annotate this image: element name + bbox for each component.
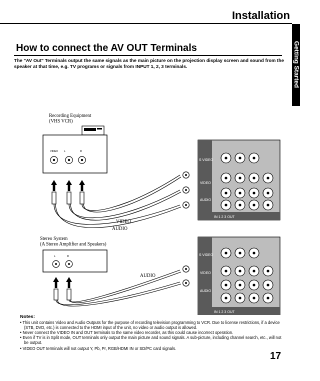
note-item: • Even if TV is in Split mode, OUT terminals only output the main picture and sound signals. A sub-picture, including channel search, etc., will not be output. xyxy=(20,335,282,346)
section-title: How to connect the AV OUT Terminals xyxy=(16,43,197,54)
header-rule xyxy=(0,23,292,24)
panel-label-video: VIDEO xyxy=(200,181,211,185)
section-rule xyxy=(14,55,282,56)
tv-plugs-bottom xyxy=(183,266,189,286)
svg-text:S VIDEO: S VIDEO xyxy=(199,253,214,257)
amplifier-input-arrows xyxy=(53,277,72,288)
recording-label-1: Recording Equipment xyxy=(49,114,92,119)
vcr-input-arrows xyxy=(51,180,85,191)
svg-text:VIDEO: VIDEO xyxy=(50,150,59,153)
svg-text:R: R xyxy=(80,150,82,153)
svg-text:AUDIO: AUDIO xyxy=(200,289,212,293)
notes-title: Notes: xyxy=(20,315,35,320)
svg-text:L: L xyxy=(54,255,56,258)
svg-text:IN 1 2 3 OUT: IN 1 2 3 OUT xyxy=(214,310,235,314)
stereo-label-1: Stereo System xyxy=(40,237,68,242)
intro-text: The "AV Out" Terminals output the same signals as the main picture on the projection display screen and sound from the speaker at that time, e.g. TV programs or signals from INPUT 1, 2, 3 terminals. xyxy=(14,58,284,69)
panel-label-inout: IN 1 2 3 OUT xyxy=(214,215,235,219)
note-item: • This unit contains Video and Audio Outputs for the purpose of recording television programming to VCR. Due to license restrictions, if a device (STB, DVD, etc.) is connected to the HDMI input of the unit, no video or audio output is allowed. xyxy=(20,320,280,331)
svg-text:L: L xyxy=(64,150,66,153)
panel-label-svideo: S VIDEO xyxy=(199,158,214,162)
note-item: • VIDEO OUT terminals will not output Y, Pb, Pr, RGB/HDMI IN or SD/PC card signals. xyxy=(20,345,177,351)
svg-text:VIDEO: VIDEO xyxy=(200,271,211,275)
connection-diagram xyxy=(0,70,300,315)
page-number: 17 xyxy=(270,351,282,362)
tv-terminal-panel-top xyxy=(198,140,280,220)
stereo-amplifier xyxy=(43,250,107,272)
tv-terminal-panel-bottom xyxy=(198,237,280,315)
video-label: VIDEO xyxy=(116,220,131,225)
note-item: • Never connect the VIDEO IN and OUT terminals to the same video recorder, as this could cause incorrect operation. xyxy=(20,330,234,336)
side-tab-label: Getting Started xyxy=(292,41,300,88)
recording-label-2: (VHS VCR) xyxy=(49,119,73,125)
audio-label: AUDIO xyxy=(112,227,128,232)
audio-label-2: AUDIO xyxy=(140,274,156,279)
panel-label-audio: AUDIO xyxy=(200,198,212,202)
vcr-device xyxy=(43,126,107,173)
header-title: Installation xyxy=(231,10,290,22)
svg-text:R: R xyxy=(67,255,69,258)
notes xyxy=(20,315,285,351)
stereo-label-2: (A Stereo Amplifier and Speakers) xyxy=(40,242,107,248)
amplifier-cables xyxy=(54,270,181,306)
tv-plugs-top xyxy=(183,172,189,208)
